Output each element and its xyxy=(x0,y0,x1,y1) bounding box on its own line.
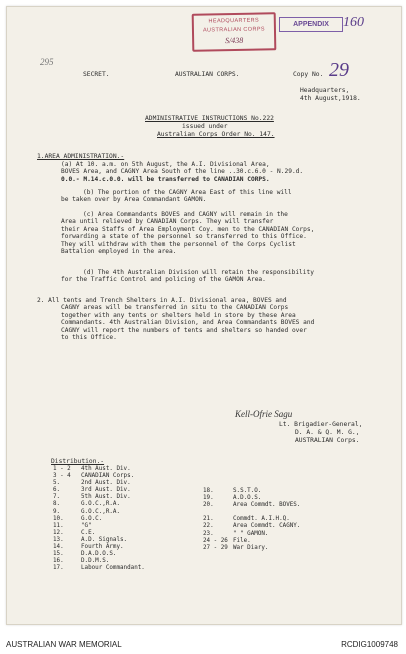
distribution-recipient: G.O.C.,R.A. xyxy=(81,508,121,515)
title-issued: issued under xyxy=(182,123,228,130)
distribution-recipient: Commdt. A.I.H.Q. xyxy=(233,516,290,523)
distribution-number: 1 - 2 xyxy=(53,466,71,472)
distribution-number xyxy=(203,509,233,516)
para-1a-line: BOVES Area, and CAGNY Area South of the line ..30.c.6.0 - N.29.d. xyxy=(61,168,304,176)
signature-rank: Lt. Brigadier-General, xyxy=(279,421,363,428)
para-1c-line: forwarding a state of the personnel so transferred to this Office. xyxy=(61,233,307,241)
section2-line: 2. All tents and Trench Shelters in A.I. Divisional area, BOVES and xyxy=(37,297,287,304)
distribution-row xyxy=(53,558,203,565)
para-1a-line: 0.0.- M.14.c.0.0. will be transferred to CANADIAN CORPS. xyxy=(61,175,270,183)
secret-label: SECRET. xyxy=(83,71,110,78)
distribution-row xyxy=(53,501,203,508)
distribution-row xyxy=(53,530,203,537)
folio-number: 295 xyxy=(40,57,54,67)
distribution-number: 20. xyxy=(203,502,214,509)
distribution-number: 3 - 4 xyxy=(53,473,71,480)
distribution-number: 7. xyxy=(53,494,61,501)
signature-corps: AUSTRALIAN Corps. xyxy=(295,437,360,444)
stamp-line2: AUSTRALIAN CORPS xyxy=(202,26,266,34)
distribution-number: 11. xyxy=(53,522,64,529)
distribution-number: 27 - 29 xyxy=(203,544,228,551)
distribution-number: 21. xyxy=(203,516,214,523)
distribution-row xyxy=(53,466,203,473)
distribution-number: 23. xyxy=(203,530,214,537)
headquarters-stamp xyxy=(192,12,277,51)
distribution-number: 9. xyxy=(53,508,61,515)
distribution-recipient: G.O.C. xyxy=(81,515,103,522)
distribution-row xyxy=(53,487,203,494)
hq-date: 4th August,1918. xyxy=(300,95,361,102)
para-1c-line: Area until relieved by CANADIAN Corps. They will transfer xyxy=(61,218,274,226)
distribution-row xyxy=(53,544,203,551)
distribution-row xyxy=(203,538,383,545)
section1-heading: 1.AREA ADMINISTRATION.- xyxy=(37,153,125,160)
distribution-recipient: S.S.T.O. xyxy=(233,488,262,494)
corps-heading: AUSTRALIAN CORPS. xyxy=(175,71,240,78)
para-1c-line: their Area Staffs of Area Employment Coy. men to the CANADIAN Corps, xyxy=(61,225,315,233)
distribution-row xyxy=(203,545,383,552)
distribution-recipient: A.D.O.S. xyxy=(233,495,262,502)
distribution-row xyxy=(53,537,203,544)
distribution-recipient: A.D. Signals. xyxy=(81,536,128,543)
para-1b-line: be taken over by Area Commandant GAMON. xyxy=(61,196,207,204)
stamp-line1: HEADQUARTERS xyxy=(208,17,260,25)
distribution-row xyxy=(203,488,383,495)
distribution-row xyxy=(53,480,203,487)
para-1d-line: (d) The 4th Australian Division will retain the responsibility xyxy=(83,269,314,276)
distribution-recipient: G.O.C.,R.A. xyxy=(81,501,121,508)
distribution-number: 8. xyxy=(53,501,61,508)
distribution-row xyxy=(53,494,203,501)
distribution-recipient: File. xyxy=(233,537,251,544)
distribution-recipient: 2nd Aust. Div. xyxy=(81,480,131,487)
para-1c-line: (c) Area Commandants BOVES and CAGNY will remain in the xyxy=(83,211,288,218)
distribution-recipient: 5th Aust. Div. xyxy=(81,494,131,501)
distribution-number: 12. xyxy=(53,529,64,536)
appendix-box xyxy=(279,17,343,32)
distribution-recipient: 4th Aust. Div. xyxy=(81,466,131,472)
distribution-row xyxy=(53,551,203,558)
distribution-recipient: 3rd Aust. Div. xyxy=(81,487,131,494)
distribution-number: 22. xyxy=(203,523,214,530)
distribution-row xyxy=(203,509,383,516)
copy-number: 29 xyxy=(329,59,349,81)
hq-line1: Headquarters, xyxy=(300,87,350,94)
distribution-number: 17. xyxy=(53,565,64,572)
para-1c-line: They will withdraw with them the personnel of the Corps Cyclist xyxy=(61,240,296,248)
section2-paragraph xyxy=(37,297,314,341)
appendix-number: 160 xyxy=(343,15,364,30)
paragraph-1c xyxy=(61,211,314,255)
distribution-recipient: D.D.M.S. xyxy=(81,558,110,565)
distribution-row xyxy=(203,523,383,530)
copy-label: Copy No. xyxy=(293,71,324,78)
stamp-number: S/438 xyxy=(224,35,244,46)
distribution-row xyxy=(53,516,203,523)
distribution-recipient: " " GAMON. xyxy=(233,530,269,537)
distribution-list-right xyxy=(203,488,383,552)
distribution-number: 24 - 26 xyxy=(203,537,228,544)
para-1c-line: Battalion employed in the area. xyxy=(61,248,177,256)
distribution-number: 18. xyxy=(203,488,214,494)
distribution-recipient: Area Commdt. CAGNY. xyxy=(233,523,301,530)
distribution-number: 6. xyxy=(53,487,61,494)
distribution-number: 10. xyxy=(53,515,64,522)
para-1b-line: (b) The portion of the CAGNY Area East of this line will xyxy=(83,189,292,196)
distribution-number: 16. xyxy=(53,558,64,565)
distribution-number: 19. xyxy=(203,495,214,502)
distribution-number: 15. xyxy=(53,551,64,558)
section2-line: to this Office. xyxy=(61,334,117,342)
distribution-row xyxy=(203,531,383,538)
distribution-row xyxy=(53,509,203,516)
distribution-recipient: Fourth Army. xyxy=(81,544,124,551)
section2-line: together with any tents or shelters held in store by these Area xyxy=(61,311,296,319)
distribution-number: 13. xyxy=(53,536,64,543)
para-1a-line: (a) At 10. a.m. on 5th August, the A.I. Divisional Area, xyxy=(61,161,270,168)
distribution-row xyxy=(53,473,203,480)
distribution-row xyxy=(53,523,203,530)
section2-line: Commandants. 4th Australian Division, and Area Commandants BOVES and xyxy=(61,319,315,327)
distribution-recipient: Area Commdt. BOVES. xyxy=(233,502,301,509)
distribution-recipient: D.A.D.O.S. xyxy=(81,551,117,558)
distribution-recipient: "G" xyxy=(81,522,92,529)
distribution-list-left xyxy=(53,466,203,572)
handwritten-signature: Kell-Ofrie Sagu xyxy=(235,409,293,419)
distribution-recipient: C.E. xyxy=(81,529,96,536)
paragraph-1d xyxy=(61,269,314,284)
distribution-row xyxy=(203,516,383,523)
distribution-number: 5. xyxy=(53,480,61,487)
footer-record-id: RCDIG1009748 xyxy=(341,640,398,649)
section2-line: CAGNY will report the numbers of tents and shelters so handed over xyxy=(61,326,307,334)
paragraph-1a xyxy=(61,161,303,183)
distribution-recipient: War Diary. xyxy=(233,544,269,551)
para-1d-line: for the Traffic Control and policing of the GAMON Area. xyxy=(61,276,266,284)
distribution-row xyxy=(203,502,383,509)
distribution-row xyxy=(53,565,203,572)
title-instructions: ADMINISTRATIVE INSTRUCTIONS No.222 xyxy=(145,115,274,122)
section2-line: CAGNY areas will be transferred in situ to the CANADIAN Corps xyxy=(61,304,289,312)
paragraph-1b xyxy=(61,189,292,204)
distribution-row xyxy=(203,495,383,502)
distribution-recipient: CANADIAN Corps. xyxy=(81,473,135,480)
footer-archive-name: AUSTRALIAN WAR MEMORIAL xyxy=(6,640,122,649)
title-order: Australian Corps Order No. 147. xyxy=(157,131,275,138)
signature-title: D. A. & Q. M. G., xyxy=(295,429,360,436)
distribution-number: 14. xyxy=(53,544,64,551)
distribution-recipient: Labour Commandant. xyxy=(81,565,145,572)
document-page xyxy=(6,6,402,625)
distribution-heading: Distribution.- xyxy=(51,458,105,465)
appendix-label: APPENDIX xyxy=(293,21,329,28)
